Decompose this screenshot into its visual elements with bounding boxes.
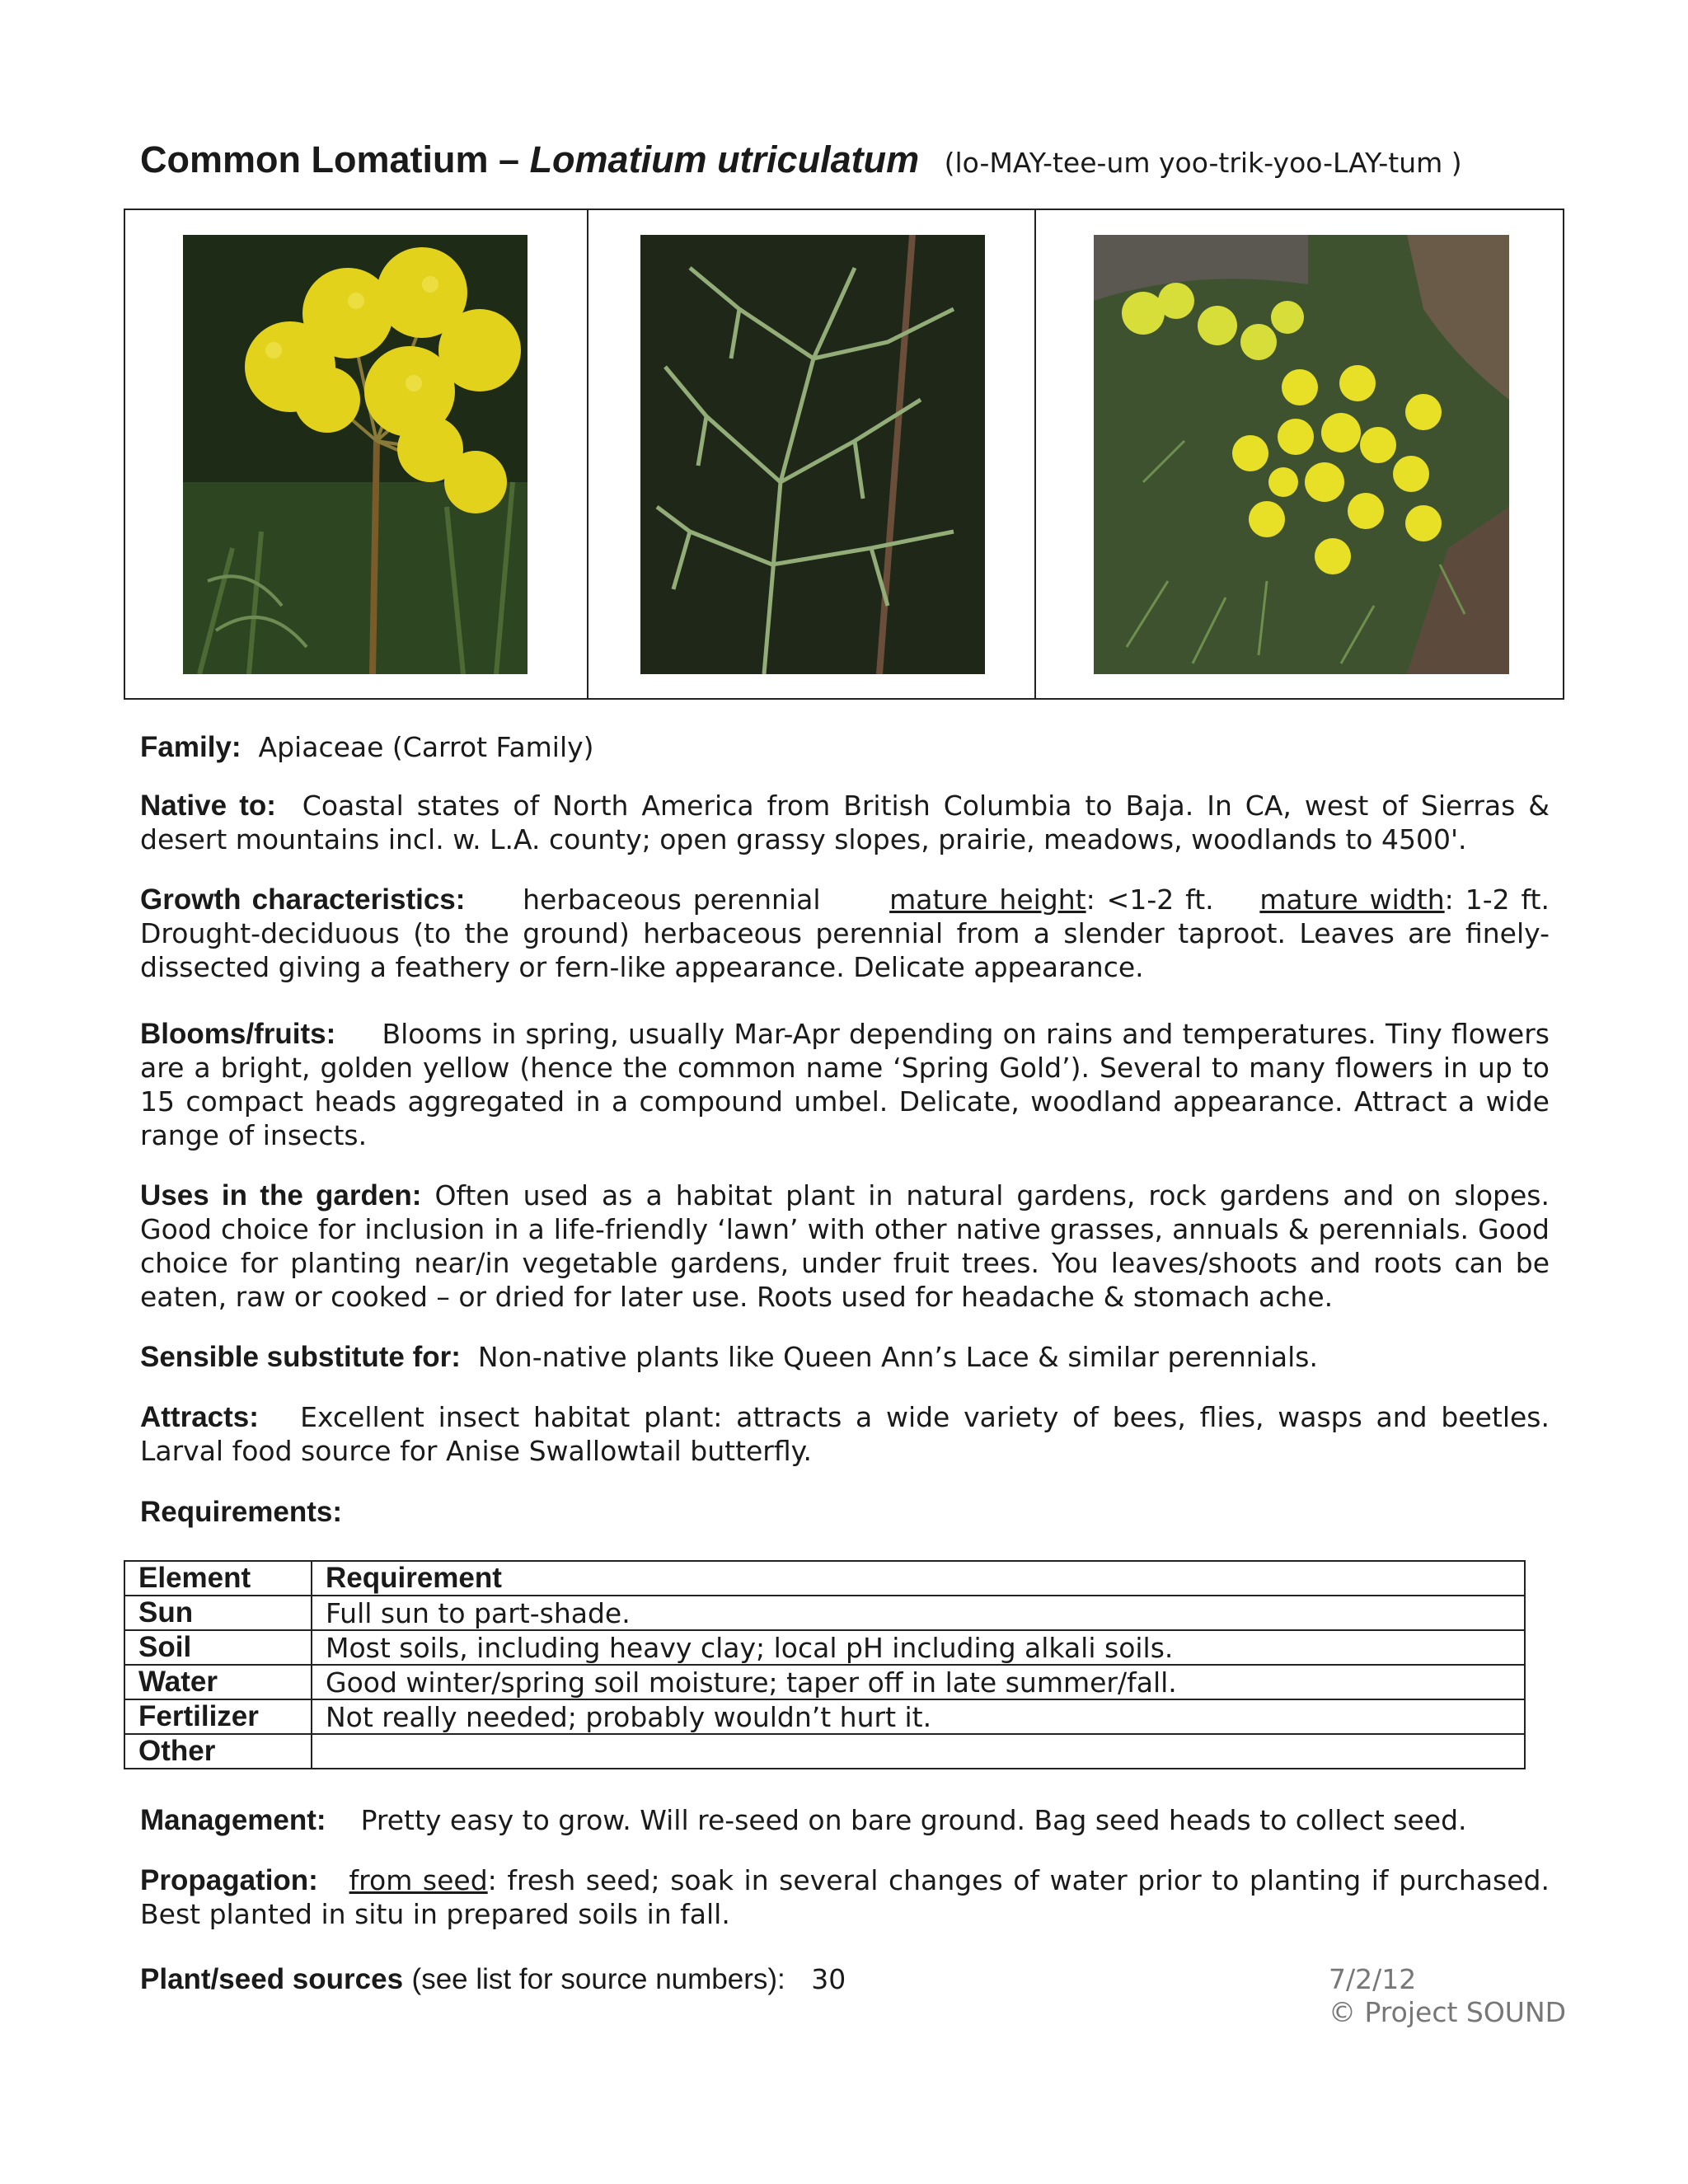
propagation-method: from seed bbox=[349, 1864, 488, 1896]
pronunciation: (lo-MAY-tee-um yoo-trik-yoo-LAY-tum ) bbox=[944, 147, 1462, 179]
sources-label: Plant/seed sources bbox=[140, 1963, 404, 1995]
table-row bbox=[124, 1734, 1525, 1769]
table-row bbox=[124, 1630, 1525, 1665]
uses-section bbox=[140, 1179, 1550, 1314]
blooms-value: Blooms in spring, usually Mar-Apr depending on rains and temperatures. Tiny flowers are a bright, golden yellow (hence the common name ‘Spring Gold’). Several to many flowers in up to 15 compact heads aggregated in a compound umbel. Delicate, woodland appearance. Attract a wide range of insects. bbox=[140, 1018, 1550, 1151]
header-requirement: Requirement bbox=[312, 1561, 1525, 1596]
footer-copyright: © Project SOUND bbox=[1329, 1996, 1567, 2028]
title-dash: – bbox=[499, 138, 520, 180]
growth-type: herbaceous perennial bbox=[523, 883, 821, 916]
row-value: Good winter/spring soil moisture; taper off in late summer/fall. bbox=[312, 1665, 1525, 1699]
table-row bbox=[124, 1596, 1525, 1630]
common-name: Common Lomatium bbox=[140, 138, 489, 180]
row-value: Most soils, including heavy clay; local pH including alkali soils. bbox=[312, 1630, 1525, 1665]
footer-date: 7/2/12 bbox=[1329, 1963, 1417, 1995]
row-value bbox=[312, 1734, 1525, 1769]
growth-section bbox=[140, 883, 1550, 984]
growth-description: Drought-deciduous (to the ground) herbaceous perennial from a slender taproot. Leaves are finely-dissected giving a feathery or fern-like appearance. Delicate appearance. bbox=[140, 917, 1550, 983]
requirements-table bbox=[124, 1560, 1526, 1769]
mature-height-label: mature height bbox=[889, 883, 1086, 916]
footer bbox=[1329, 1963, 1566, 2029]
scientific-name: Lomatium utriculatum bbox=[529, 138, 920, 180]
attracts-value: Excellent insect habitat plant: attracts a wide variety of bees, flies, wasps and beetles. Larval food source for Anise Swallowtail butterfly. bbox=[140, 1401, 1550, 1467]
substitute-label: Sensible substitute for: bbox=[140, 1341, 461, 1373]
row-value: Full sun to part-shade. bbox=[312, 1596, 1525, 1630]
table-row bbox=[124, 1665, 1525, 1699]
family-section bbox=[140, 730, 1550, 764]
photo-table bbox=[124, 209, 1564, 700]
row-value: Not really needed; probably wouldn’t hurt it. bbox=[312, 1699, 1525, 1734]
requirements-header-row bbox=[124, 1561, 1525, 1596]
row-element: Other bbox=[124, 1734, 312, 1769]
sources-note: (see list for source numbers): bbox=[411, 1963, 785, 1995]
requirements-label: Requirements: bbox=[140, 1496, 343, 1528]
family-label: Family: bbox=[140, 731, 241, 763]
row-element: Soil bbox=[124, 1630, 312, 1665]
page-title bbox=[140, 138, 1462, 181]
propagation-section bbox=[140, 1863, 1550, 1931]
row-element: Water bbox=[124, 1665, 312, 1699]
photo-cell-3 bbox=[1034, 210, 1563, 698]
management-label: Management: bbox=[140, 1804, 326, 1836]
header-element: Element bbox=[124, 1561, 312, 1596]
substitute-section bbox=[140, 1340, 1550, 1374]
foliage-photo bbox=[640, 235, 985, 674]
table-row bbox=[124, 1699, 1525, 1734]
flower-cluster-photo bbox=[183, 235, 528, 674]
native-label: Native to: bbox=[140, 790, 276, 822]
propagation-label: Propagation: bbox=[140, 1864, 318, 1896]
sources-value: 30 bbox=[811, 1963, 846, 1995]
blooms-section bbox=[140, 1017, 1550, 1152]
photo-cell-1 bbox=[125, 210, 587, 698]
uses-value: Often used as a habitat plant in natural gardens, rock gardens and on slopes. Good choice for inclusion in a life-friendly ‘lawn’ with other native grasses, annuals & perennials. Good choice for planting near/in vegetable gardens, under fruit trees. You leaves/shoots and roots can be eaten, raw or cooked – or dried for later use. Roots used for headache & stomach ache. bbox=[140, 1179, 1550, 1313]
native-value: Coastal states of North America from British Columbia to Baja. In CA, west of Sierras & desert mountains incl. w. L.A. county; open grassy slopes, prairie, meadows, woodlands to 4500'. bbox=[140, 790, 1550, 855]
uses-label: Uses in the garden: bbox=[140, 1179, 422, 1212]
row-element: Fertilizer bbox=[124, 1699, 312, 1734]
substitute-value: Non-native plants like Queen Ann’s Lace & similar perennials. bbox=[477, 1341, 1318, 1373]
sources-section bbox=[140, 1963, 846, 1996]
propagation-value: : fresh seed; soak in several changes of water prior to planting if purchased. Best planted in situ in prepared soils in fall. bbox=[140, 1864, 1550, 1930]
blooms-label: Blooms/fruits: bbox=[140, 1018, 336, 1050]
mature-width-value: : 1-2 ft. bbox=[1444, 883, 1550, 916]
attracts-label: Attracts: bbox=[140, 1401, 259, 1433]
management-value: Pretty easy to grow. Will re-seed on bare ground. Bag seed heads to collect seed. bbox=[360, 1804, 1467, 1836]
mature-height-value: : <1-2 ft. bbox=[1085, 883, 1214, 916]
family-value: Apiaceae (Carrot Family) bbox=[258, 731, 594, 763]
requirements-heading bbox=[140, 1495, 1550, 1529]
mature-width-label: mature width bbox=[1259, 883, 1445, 916]
photo-cell-2 bbox=[587, 210, 1034, 698]
row-element: Sun bbox=[124, 1596, 312, 1630]
habitat-photo bbox=[1094, 235, 1509, 674]
attracts-section bbox=[140, 1400, 1550, 1468]
management-section bbox=[140, 1803, 1550, 1837]
native-section bbox=[140, 789, 1550, 856]
growth-label: Growth characteristics: bbox=[140, 883, 466, 916]
